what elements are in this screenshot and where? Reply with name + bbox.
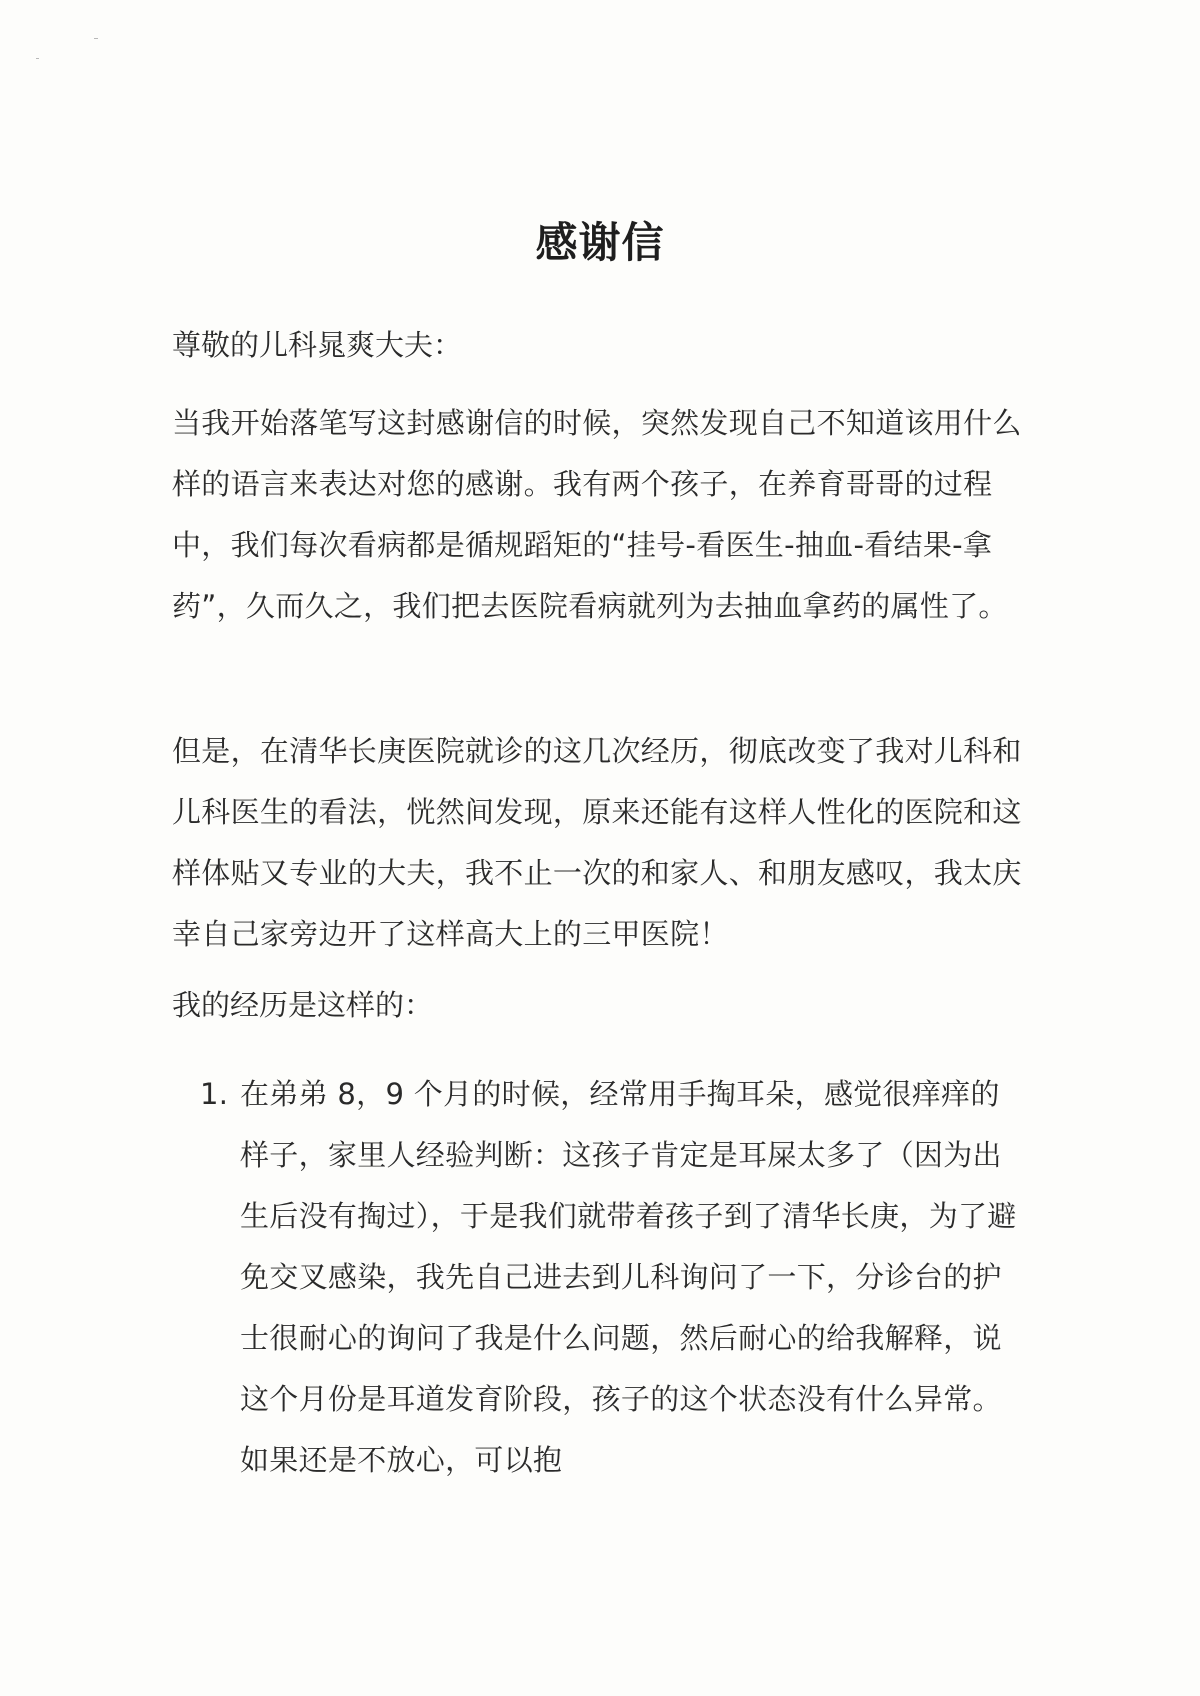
list-item-text: 在弟弟 8，9 个月的时候，经常用手掏耳朵，感觉很痒痒的样子，家里人经验判断：这孩子肯定是耳屎太多了（因为出生后没有掏过），于是我们就带着孩子到了清华长庚，为了避免交叉感染，我先自己进去到儿科询问了一下，分诊台的护士很耐心的询问了我是什么问题，然后耐心的给我解释，说这个月份是耳道发育阶段，孩子的这个状态没有什么异常。如果还是不放心，可以抱 — [240, 1077, 1017, 1477]
experience-list — [200, 1064, 1020, 1491]
scan-speck — [94, 38, 98, 39]
paragraph-2: 但是，在清华长庚医院就诊的这几次经历，彻底改变了我对儿科和儿科医生的看法，恍然间发现，原来还能有这样人性化的医院和这样体贴又专业的大夫，我不止一次的和家人、和朋友感叹，我太庆幸自己家旁边开了这样高大上的三甲医院！ — [172, 734, 1022, 951]
list-item — [200, 1064, 1020, 1491]
scan-speck — [36, 58, 39, 59]
experience-intro: 我的经历是这样的： — [172, 988, 434, 1022]
list-item-number: 1. — [200, 1077, 229, 1111]
salutation: 尊敬的儿科晁爽大夫： — [172, 328, 463, 362]
paragraph-1: 当我开始落笔写这封感谢信的时候，突然发现自己不知道该用什么样的语言来表达对您的感谢。我有两个孩子，在养育哥哥的过程中，我们每次看病都是循规蹈矩的“挂号-看医生-抽血-看结果-拿药”，久而久之，我们把去医院看病就列为去抽血拿药的属性了。 — [172, 406, 1022, 623]
letter-title: 感谢信 — [535, 218, 665, 267]
